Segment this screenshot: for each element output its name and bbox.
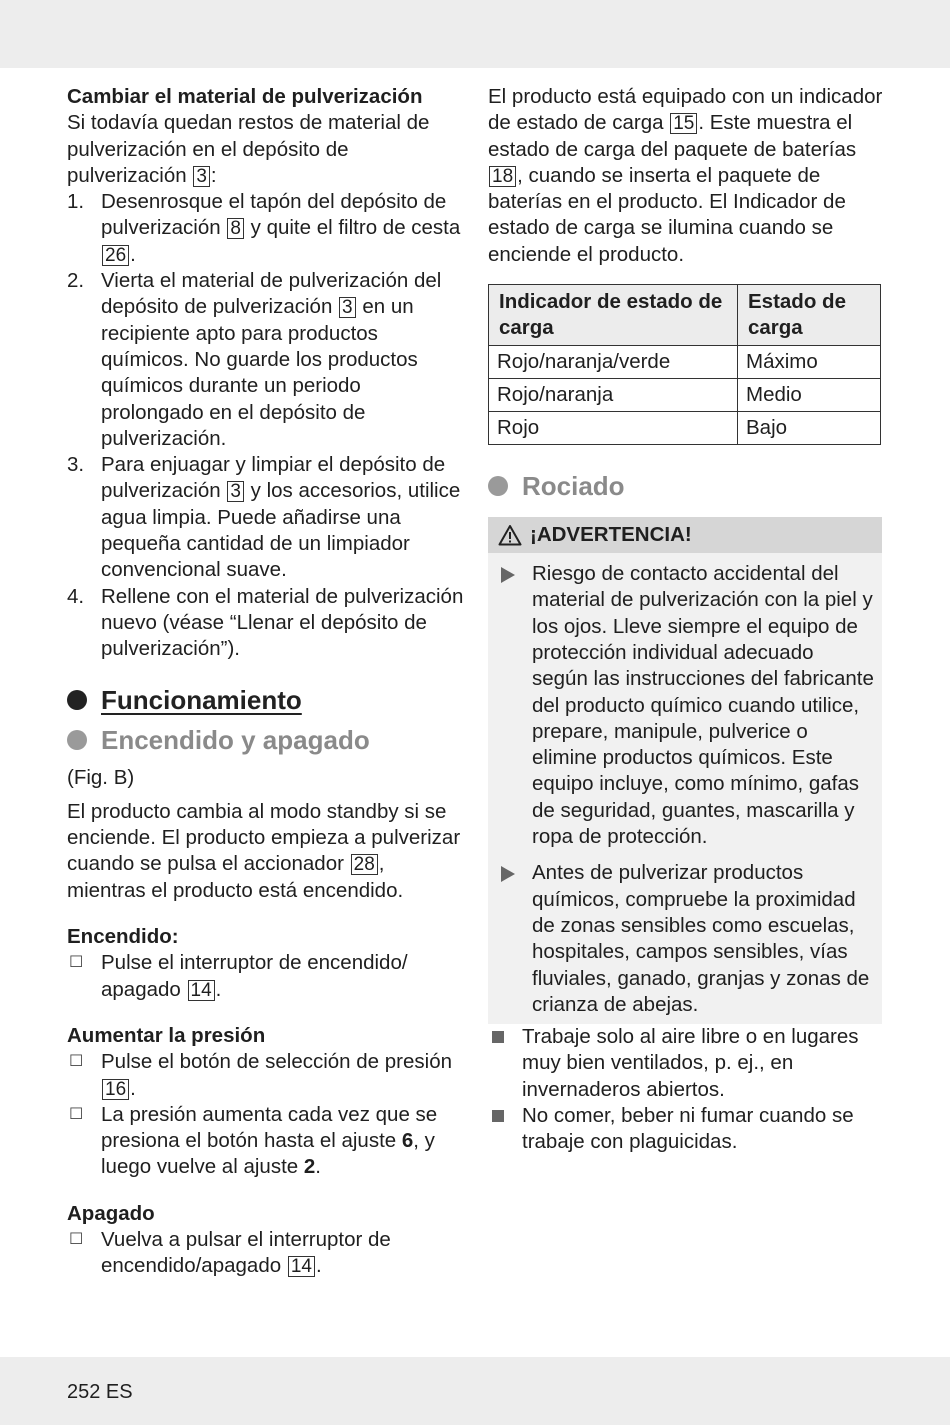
table-row xyxy=(489,412,881,445)
heading-encendido-apagado: Encendido y apagado xyxy=(67,723,467,757)
ref-box: 14 xyxy=(288,1256,315,1277)
table-header: Estado de carga xyxy=(738,285,881,346)
list-item: 4. Rellene con el material de pulverización nuevo (véase “Llenar el depósito de pulverización”). xyxy=(67,584,464,661)
checkbox-icon: ☐ xyxy=(69,1053,84,1071)
square-bullet-icon xyxy=(492,1110,504,1122)
page-number: 252 ES xyxy=(67,1381,133,1403)
apagado-title: Apagado xyxy=(67,1201,155,1225)
heading-rociado: Rociado xyxy=(488,469,884,503)
heading-funcionamiento: Funcionamiento xyxy=(67,683,467,717)
square-bullet-icon xyxy=(492,1031,504,1043)
table-cell: Rojo xyxy=(489,412,738,445)
warning-box xyxy=(488,517,882,1024)
table-header: Indicador de estado de carga xyxy=(489,285,738,346)
section-title-cambiar: Cambiar el material de pulverización xyxy=(67,85,423,108)
list-item: No comer, beber ni fumar cuando se trabaje con plaguicidas. xyxy=(488,1103,884,1156)
ref-box: 3 xyxy=(339,297,356,318)
list-item: 3. Para enjuagar y limpiar el depósito de pulverización 3 y los accesorios, utilice agua limpia. Puede añadirse una pequeña cantidad de un limpiador convencional suave. xyxy=(67,453,461,582)
ref-box: 14 xyxy=(188,980,215,1001)
play-arrow-icon xyxy=(500,865,516,883)
list-item: Trabaje solo al aire libre o en lugares muy bien ventilados, p. ej., en invernaderos abiertos. xyxy=(488,1024,884,1103)
warning-triangle-icon xyxy=(498,524,522,546)
list-item: 1. Desenrosque el tapón del depósito de pulverización 8 y quite el filtro de cesta 26 . xyxy=(67,190,461,266)
table-cell: Bajo xyxy=(738,412,881,445)
table-cell: Máximo xyxy=(738,346,881,379)
ref-box: 15 xyxy=(670,113,697,134)
table-cell: Rojo/naranja xyxy=(489,379,738,412)
list-item: ☐ Pulse el interruptor de encendido/ apagado 14 . xyxy=(69,951,408,1001)
bullet-dot-icon xyxy=(488,476,508,496)
charge-state-table xyxy=(488,284,881,445)
warning-header: ¡ADVERTENCIA! xyxy=(488,517,882,553)
safety-bullets xyxy=(488,1024,884,1155)
table-row xyxy=(489,379,881,412)
bullet-dot-icon xyxy=(67,690,87,710)
cambiar-steps xyxy=(67,189,467,662)
checkbox-icon: ☐ xyxy=(69,1230,84,1248)
cambiar-intro: Si todavía quedan restos de material de pulverización en el depósito de pulverización 3 : xyxy=(67,111,430,187)
table-header-row xyxy=(489,285,881,346)
right-column xyxy=(488,84,884,1156)
footer-band xyxy=(0,1357,950,1425)
ref-box: 16 xyxy=(102,1079,129,1100)
presion-list xyxy=(67,1049,467,1180)
ref-box: 3 xyxy=(193,166,210,187)
warning-item: Riesgo de contacto accidental del material de pulverización con la piel y los ojos. Lleve siempre el equipo de protección individual adecuado según las instrucciones del fabricante del producto químico cuando utilice, prepare, manipule, pulverice o elimine productos químicos. Este equipo incluye, como mínimo, gafas de seguridad, guantes, mascarilla y ropa de protección. xyxy=(488,561,882,850)
checkbox-icon: ☐ xyxy=(69,1105,84,1123)
bullet-dot-icon xyxy=(67,730,87,750)
ref-box: 28 xyxy=(351,854,378,875)
apagado-list xyxy=(67,1227,467,1280)
play-arrow-icon xyxy=(500,566,516,584)
table-cell: Rojo/naranja/verde xyxy=(489,346,738,379)
list-item: 2. Vierta el material de pulverización del depósito de pulverización 3 en un recipiente apto para productos químicos. No guarde los productos químicos durante un periodo prolongado en el depósito de pulverización. xyxy=(67,269,442,450)
standby-paragraph: El producto cambia al modo standby si se enciende. El producto empieza a pulverizar cuando se pulsa el accionador 28 , mientras el producto está encendido. xyxy=(67,799,461,902)
encendido-title: Encendido: xyxy=(67,925,179,949)
checkbox-icon: ☐ xyxy=(69,954,84,972)
ref-box: 8 xyxy=(227,218,244,239)
list-item: ☐ La presión aumenta cada vez que se presiona el botón hasta el ajuste 6, y luego vuelve al ajuste 2. xyxy=(69,1102,438,1179)
list-item: ☐ Pulse el botón de selección de presión 16 . xyxy=(69,1050,453,1100)
ref-box: 3 xyxy=(227,481,244,502)
table-cell: Medio xyxy=(738,379,881,412)
figure-ref: (Fig. B) xyxy=(67,765,135,789)
indicator-intro: El producto está equipado con un indicador de estado de carga 15 . Este muestra el estado de carga del paquete de baterías 18 , cuando se inserta el paquete de baterías en el producto. El Indicador de estado de carga se ilumina cuando se enciende el producto. xyxy=(488,85,883,266)
presion-title: Aumentar la presión xyxy=(67,1023,266,1047)
encendido-list xyxy=(67,950,467,1003)
ref-box: 18 xyxy=(489,166,516,187)
warning-item: Antes de pulverizar productos químicos, compruebe la proximidad de zonas sensibles como escuelas, hospitales, campos sensibles, vías fluviales, ganado, granjas y zonas de crianza de abejas. xyxy=(488,860,882,1018)
left-column xyxy=(67,84,467,1280)
header-band xyxy=(0,0,950,68)
list-item: ☐ Vuelva a pulsar el interruptor de encendido/apagado 14 . xyxy=(69,1227,391,1278)
ref-box: 26 xyxy=(102,245,129,266)
table-row xyxy=(489,346,881,379)
